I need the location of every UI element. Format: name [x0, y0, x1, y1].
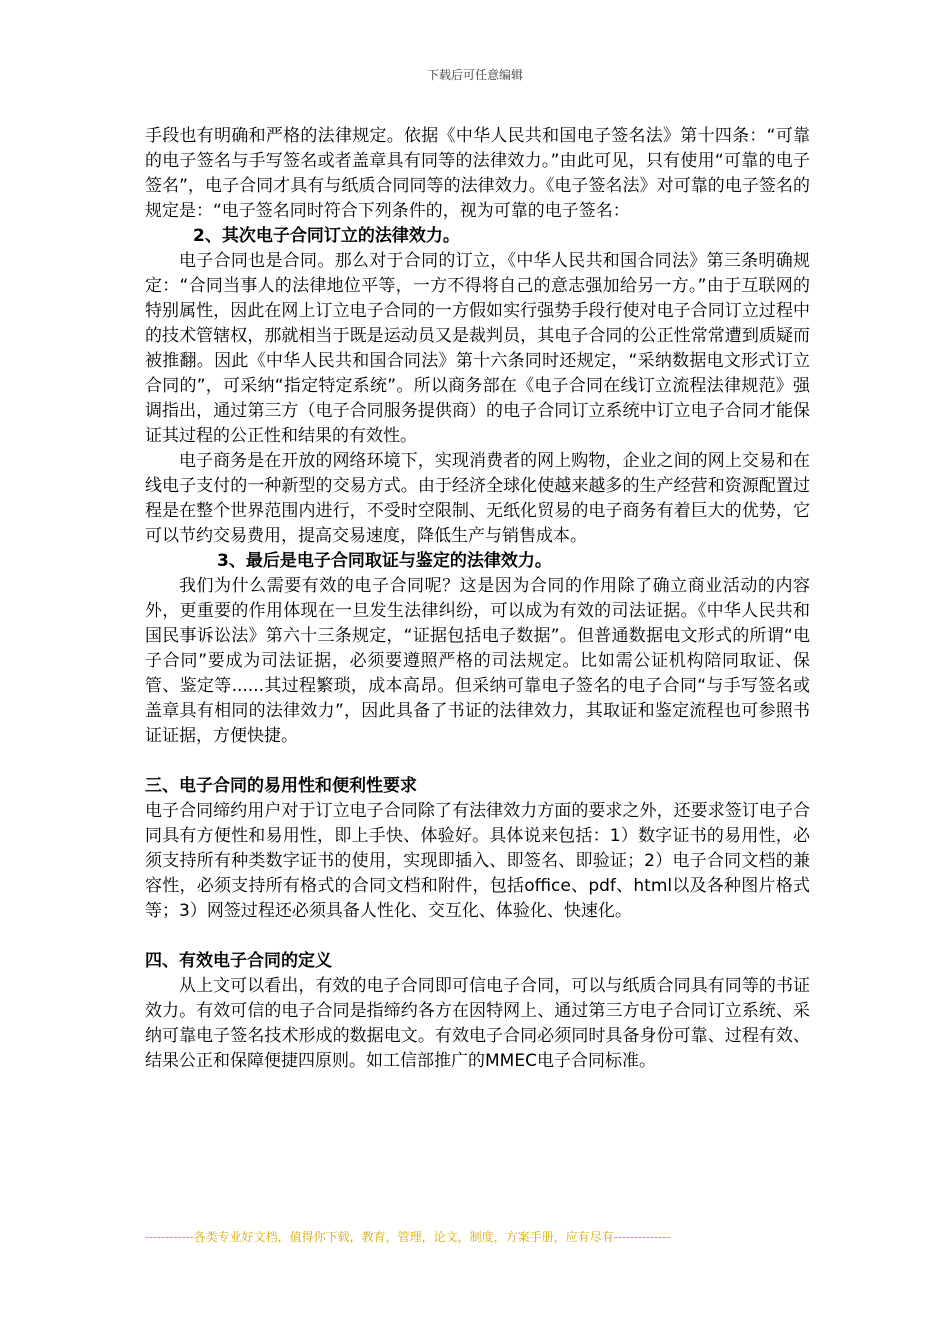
- paragraph-ecommerce: 电子商务是在开放的网络环境下，实现消费者的网上购物，企业之间的网上交易和在线电子支付的一种新型的交易方式。由于经济全球化使越来越多的生产经营和资源配置过程是在整个世界范围内进行，不受时空限制、无纸化贸易的电子商务有着巨大的优势，它可以节约交易费用，提高交易速度，降低生产与销售成本。: [145, 451, 810, 546]
- paragraph-signature-law: 手段也有明确和严格的法律规定。依据《中华人民共和国电子签名法》第十四条：“可靠的电子签名与手写签名或者盖章具有同等的法律效力。”由此可见，只有使用“可靠的电子签名”，电子合同才具有与纸质合同同等的法律效力。《电子签名法》对可靠的电子签名的规定是：“电子签名同时符合下列条件的，视为可靠的电子签名：: [145, 126, 810, 221]
- paragraph-definition: 从上文可以看出，有效的电子合同即可信电子合同，可以与纸质合同具有同等的书证效力。有效可信的电子合同是指缔约各方在因特网上、通过第三方电子合同订立系统、采纳可靠电子签名技术形成的数据电文。有效电子合同必须同时具备身份可靠、过程有效、结果公正和保障便捷四原则。如工信部推广的MMEC电子合同标准。: [145, 976, 810, 1071]
- document-body: [145, 124, 810, 1074]
- paragraph-evidence: 我们为什么需要有效的电子合同呢？这是因为合同的作用除了确立商业活动的内容外，更重要的作用体现在一旦发生法律纠纷，可以成为有效的司法证据。《中华人民共和国民事诉讼法》第六十三条规定，“证据包括电子数据”。但普通数据电文形式的所谓“电子合同”要成为司法证据，必须要遵照严格的司法规定。比如需公证机构陪同取证、保管、鉴定等......其过程繁琐，成本高昂。但采纳可靠电子签名的电子合同“与手写签名或盖章具有相同的法律效力”，因此具备了书证的法律效力，其取证和鉴定流程也可参照书证证据，方便快捷。: [145, 576, 810, 746]
- paragraph-contract-law: 电子合同也是合同。那么对于合同的订立，《中华人民共和国合同法》第三条明确规定：“合同当事人的法律地位平等，一方不得将自己的意志强加给另一方。”由于互联网的特别属性，因此在网上订立电子合同的一方假如实行强势手段行使对电子合同订立过程中的技术管辖权，那就相当于既是运动员又是裁判员，其电子合同的公正性常常遭到质疑而被推翻。因此《中华人民共和国合同法》第十六条同时还规定，“采纳数据电文形式订立合同的”，可采纳“指定特定系统”。所以商务部在《电子合同在线订立流程法律规范》强调指出，通过第三方（电子合同服务提供商）的电子合同订立系统中订立电子合同才能保证其过程的公正性和结果的有效性。: [145, 251, 810, 446]
- section-heading-definition: 四、有效电子合同的定义: [145, 951, 332, 971]
- page-header: 下载后可任意编辑: [426, 68, 523, 82]
- subheading-evidence: 3、最后是电子合同取证与鉴定的法律效力。: [217, 551, 552, 571]
- section-heading-usability: 三、电子合同的易用性和便利性要求: [145, 776, 417, 796]
- paragraph-usability: 电子合同缔约用户对于订立电子合同除了有法律效力方面的要求之外，还要求签订电子合同具有方便性和易用性，即上手快、体验好。具体说来包括：1）数字证书的易用性，必须支持所有种类数字证书的使用，实现即插入、即签名、即验证；2）电子合同文档的兼容性，必须支持所有格式的合同文档和附件，包括office、pdf、html以及各种图片格式等；3）网签过程还必须具备人性化、交互化、体验化、快速化。: [145, 801, 810, 921]
- subheading-contract-formation: 2、其次电子合同订立的法律效力。: [193, 226, 460, 246]
- page-footer-banner: ------------各类专业好文档，值得你下载，教育，管理，论文，制度，方案手册，应有尽有--------------: [145, 1230, 671, 1244]
